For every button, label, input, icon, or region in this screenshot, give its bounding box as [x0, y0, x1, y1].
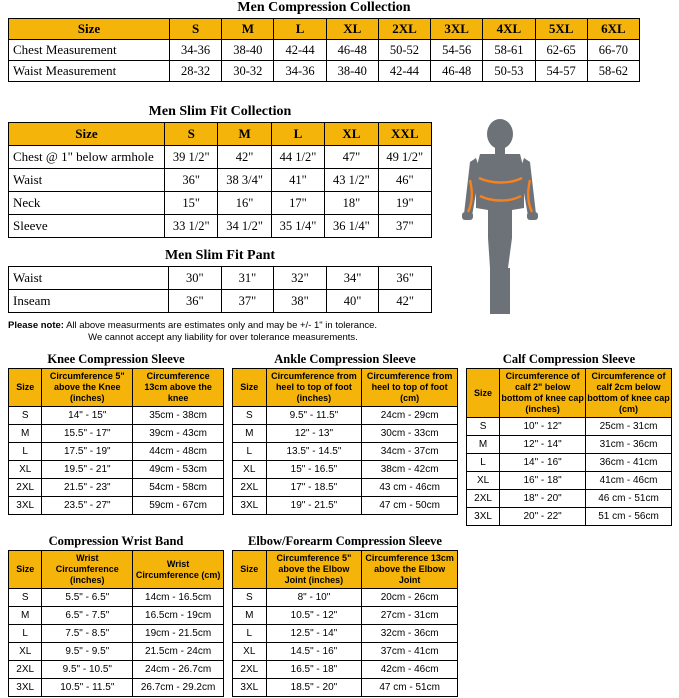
- table-row: [233, 479, 458, 497]
- cell: 35 1/4": [271, 215, 324, 238]
- note-line1: All above measurments are estimates only and may be +/- 1" in tolerance.: [63, 320, 378, 331]
- cell: 35cm - 38cm: [133, 407, 224, 425]
- col-header: Wrist Circumference (cm): [133, 551, 224, 589]
- cell: 2XL: [9, 661, 42, 679]
- table-header-row: [467, 369, 672, 418]
- cell: 46-48: [431, 61, 483, 82]
- cell: 36": [379, 267, 432, 290]
- wrist-band-title: Compression Wrist Band: [48, 534, 184, 548]
- col-header: M: [222, 19, 274, 40]
- cell: 46 cm - 51cm: [586, 490, 672, 508]
- table-row: [9, 40, 640, 61]
- cell: 6.5" - 7.5": [42, 607, 133, 625]
- table-row: [9, 61, 640, 82]
- cell: 37cm - 41cm: [362, 643, 458, 661]
- row-label: Waist Measurement: [9, 61, 170, 82]
- col-header: L: [274, 19, 326, 40]
- cell: 2XL: [233, 661, 267, 679]
- cell: 51 cm - 56cm: [586, 508, 672, 526]
- cell: S: [233, 407, 267, 425]
- men-slim-pant-table: [8, 266, 432, 313]
- cell: 44cm - 48cm: [133, 443, 224, 461]
- cell: 47 cm - 51cm: [362, 679, 458, 697]
- cell: 25cm - 31cm: [586, 418, 672, 436]
- cell: 2XL: [9, 479, 42, 497]
- table-row: [9, 425, 224, 443]
- cell: 3XL: [233, 497, 267, 515]
- col-header: 2XL: [378, 19, 430, 40]
- cell: 12" - 13": [266, 425, 362, 443]
- row-label: Neck: [9, 192, 165, 215]
- col-header: L: [271, 123, 324, 146]
- cell: 59cm - 67cm: [133, 497, 224, 515]
- table-row: [9, 443, 224, 461]
- cell: 19": [378, 192, 431, 215]
- table-row: [9, 625, 224, 643]
- table-row: [233, 443, 458, 461]
- table-row: [233, 497, 458, 515]
- row-label: Sleeve: [9, 215, 165, 238]
- cell: M: [233, 425, 267, 443]
- cell: 58-61: [483, 40, 535, 61]
- cell: 36": [169, 290, 222, 313]
- table-header-row: [233, 369, 458, 407]
- cell: 46-48: [326, 40, 378, 61]
- cell: 24cm - 26.7cm: [133, 661, 224, 679]
- cell: M: [9, 425, 42, 443]
- col-header: 4XL: [483, 19, 535, 40]
- col-header: Circumference 5" above the Elbow Joint (inches): [266, 551, 362, 589]
- cell: 34cm - 37cm: [362, 443, 458, 461]
- men-slim-fit-title: Men Slim Fit Collection: [148, 104, 292, 119]
- cell: 21.5" - 23": [42, 479, 133, 497]
- cell: 2XL: [233, 479, 267, 497]
- cell: 37": [221, 290, 274, 313]
- col-header: Circumference 13cm above the Elbow Joint: [362, 551, 458, 589]
- cell: 16": [218, 192, 271, 215]
- cell: 17.5" - 19": [42, 443, 133, 461]
- cell: 17" - 18.5": [266, 479, 362, 497]
- table-row: [233, 607, 458, 625]
- col-header: XL: [325, 123, 378, 146]
- cell: 43 1/2": [325, 169, 378, 192]
- cell: 8" - 10": [266, 589, 362, 607]
- cell: 31cm - 36cm: [586, 436, 672, 454]
- col-header: Size: [9, 369, 42, 407]
- cell: L: [467, 454, 500, 472]
- cell: 42-44: [274, 40, 326, 61]
- cell: XL: [233, 461, 267, 479]
- cell: 33 1/2": [165, 215, 218, 238]
- cell: 54-57: [535, 61, 587, 82]
- table-row: [467, 436, 672, 454]
- cell: 37": [378, 215, 431, 238]
- cell: 28-32: [170, 61, 222, 82]
- cell: 3XL: [467, 508, 500, 526]
- cell: 41cm - 46cm: [586, 472, 672, 490]
- col-header: Size: [233, 551, 267, 589]
- col-header: Circumference of calf 2" below bottom of knee cap (inches): [500, 369, 586, 418]
- cell: 7.5" - 8.5": [42, 625, 133, 643]
- cell: 30-32: [222, 61, 274, 82]
- cell: 13.5" - 14.5": [266, 443, 362, 461]
- cell: L: [9, 625, 42, 643]
- cell: 50-53: [483, 61, 535, 82]
- cell: 47 cm - 50cm: [362, 497, 458, 515]
- cell: 19cm - 21.5cm: [133, 625, 224, 643]
- table-row: [9, 192, 432, 215]
- table-row: [233, 461, 458, 479]
- mannequin-illustration: [440, 118, 560, 318]
- cell: L: [233, 625, 267, 643]
- col-header: Size: [467, 369, 500, 418]
- cell: 17": [271, 192, 324, 215]
- cell: 42": [218, 146, 271, 169]
- cell: 62-65: [535, 40, 587, 61]
- cell: 30cm - 33cm: [362, 425, 458, 443]
- cell: 21.5cm - 24cm: [133, 643, 224, 661]
- cell: 36 1/4": [325, 215, 378, 238]
- col-header: Circumference from heel to top of foot (cm): [362, 369, 458, 407]
- col-header: Size: [9, 19, 170, 40]
- cell: 66-70: [587, 40, 639, 61]
- cell: 42-44: [378, 61, 430, 82]
- cell: 50-52: [378, 40, 430, 61]
- cell: 46": [378, 169, 431, 192]
- col-header: M: [218, 123, 271, 146]
- cell: 20" - 22": [500, 508, 586, 526]
- cell: 5.5" - 6.5": [42, 589, 133, 607]
- cell: 42cm - 46cm: [362, 661, 458, 679]
- col-header: S: [170, 19, 222, 40]
- cell: 41": [271, 169, 324, 192]
- cell: 38": [274, 290, 327, 313]
- col-header: XXL: [378, 123, 431, 146]
- cell: 15.5" - 17": [42, 425, 133, 443]
- cell: 2XL: [467, 490, 500, 508]
- col-header: Size: [9, 551, 42, 589]
- cell: 58-62: [587, 61, 639, 82]
- cell: 47": [325, 146, 378, 169]
- cell: 3XL: [9, 679, 42, 697]
- ankle-sleeve-title: Ankle Compression Sleeve: [274, 352, 416, 366]
- cell: 9.5" - 9.5": [42, 643, 133, 661]
- cell: 38 3/4": [218, 169, 271, 192]
- table-row: [9, 679, 224, 697]
- cell: 14" - 15": [42, 407, 133, 425]
- cell: 27cm - 31cm: [362, 607, 458, 625]
- cell: 9.5" - 11.5": [266, 407, 362, 425]
- men-slim-fit-table: [8, 122, 432, 238]
- note-bold: Please note:: [8, 320, 64, 331]
- cell: 36cm - 41cm: [586, 454, 672, 472]
- cell: 49 1/2": [378, 146, 431, 169]
- cell: 40": [326, 290, 379, 313]
- col-header: 6XL: [587, 19, 639, 40]
- cell: 38-40: [222, 40, 274, 61]
- cell: 38cm - 42cm: [362, 461, 458, 479]
- cell: 16.5cm - 19cm: [133, 607, 224, 625]
- col-header: Circumference from heel to top of foot (inches): [266, 369, 362, 407]
- knee-sleeve-title: Knee Compression Sleeve: [47, 352, 185, 366]
- table-row: [233, 679, 458, 697]
- men-compression-table: [8, 18, 640, 82]
- cell: 36": [165, 169, 218, 192]
- table-header-row: [9, 123, 432, 146]
- table-row: [9, 146, 432, 169]
- elbow-sleeve-title: Elbow/Forearm Compression Sleeve: [248, 534, 442, 548]
- col-header: Circumference of calf 2cm below bottom of knee cap (cm): [586, 369, 672, 418]
- table-row: [9, 661, 224, 679]
- row-label: Waist: [9, 169, 165, 192]
- cell: XL: [467, 472, 500, 490]
- cell: 43 cm - 46cm: [362, 479, 458, 497]
- col-header: Circumference 13cm above the knee: [133, 369, 224, 407]
- table-row: [233, 589, 458, 607]
- table-row: [233, 625, 458, 643]
- cell: 31": [221, 267, 274, 290]
- cell: M: [467, 436, 500, 454]
- table-row: [467, 418, 672, 436]
- cell: 18": [325, 192, 378, 215]
- col-header: Size: [9, 123, 165, 146]
- wrist-band-table: [8, 550, 224, 697]
- col-header: XL: [326, 19, 378, 40]
- cell: M: [9, 607, 42, 625]
- cell: XL: [9, 643, 42, 661]
- men-compression-title: Men Compression Collection: [237, 0, 411, 15]
- cell: L: [9, 443, 42, 461]
- table-row: [467, 472, 672, 490]
- cell: 18.5" - 20": [266, 679, 362, 697]
- cell: 14.5" - 16": [266, 643, 362, 661]
- table-row: [9, 267, 432, 290]
- table-row: [233, 661, 458, 679]
- table-row: [233, 643, 458, 661]
- col-header: Circumference 5" above the Knee (inches): [42, 369, 133, 407]
- cell: 3XL: [9, 497, 42, 515]
- cell: 20cm - 26cm: [362, 589, 458, 607]
- table-row: [9, 479, 224, 497]
- table-header-row: [9, 551, 224, 589]
- cell: 32": [274, 267, 327, 290]
- col-header: 5XL: [535, 19, 587, 40]
- table-row: [467, 454, 672, 472]
- cell: 30": [169, 267, 222, 290]
- table-row: [9, 589, 224, 607]
- ankle-sleeve-table: [232, 368, 458, 515]
- cell: 54cm - 58cm: [133, 479, 224, 497]
- cell: 42": [379, 290, 432, 313]
- cell: S: [233, 589, 267, 607]
- table-header-row: [233, 551, 458, 589]
- table-header-row: [9, 19, 640, 40]
- cell: 54-56: [431, 40, 483, 61]
- cell: 12" - 14": [500, 436, 586, 454]
- calf-sleeve-table: [466, 368, 672, 526]
- table-row: [9, 290, 432, 313]
- table-row: [467, 508, 672, 526]
- col-header: S: [165, 123, 218, 146]
- table-row: [233, 407, 458, 425]
- cell: 15": [165, 192, 218, 215]
- cell: 12.5" - 14": [266, 625, 362, 643]
- col-header: Size: [233, 369, 267, 407]
- col-header: 3XL: [431, 19, 483, 40]
- cell: 39 1/2": [165, 146, 218, 169]
- cell: 14cm - 16.5cm: [133, 589, 224, 607]
- cell: M: [233, 607, 267, 625]
- cell: S: [467, 418, 500, 436]
- cell: 34": [326, 267, 379, 290]
- table-row: [233, 425, 458, 443]
- table-row: [9, 407, 224, 425]
- cell: 49cm - 53cm: [133, 461, 224, 479]
- row-label: Chest Measurement: [9, 40, 170, 61]
- men-slim-pant-title: Men Slim Fit Pant: [164, 248, 276, 263]
- row-label: Inseam: [9, 290, 169, 313]
- table-row: [9, 497, 224, 515]
- cell: 14" - 16": [500, 454, 586, 472]
- table-row: [9, 215, 432, 238]
- knee-sleeve-table: [8, 368, 224, 515]
- cell: 15" - 16.5": [266, 461, 362, 479]
- disclaimer-note: [8, 320, 438, 344]
- cell: 38-40: [326, 61, 378, 82]
- cell: XL: [9, 461, 42, 479]
- cell: 16" - 18": [500, 472, 586, 490]
- cell: 18" - 20": [500, 490, 586, 508]
- table-row: [9, 607, 224, 625]
- table-row: [9, 643, 224, 661]
- cell: 24cm - 29cm: [362, 407, 458, 425]
- table-row: [9, 169, 432, 192]
- cell: 3XL: [233, 679, 267, 697]
- calf-sleeve-title: Calf Compression Sleeve: [502, 352, 636, 366]
- note-line2: We cannot accept any liability for over tolerance measurements.: [88, 332, 358, 343]
- table-header-row: [9, 369, 224, 407]
- cell: L: [233, 443, 267, 461]
- cell: 10.5" - 12": [266, 607, 362, 625]
- cell: 9.5" - 10.5": [42, 661, 133, 679]
- cell: 44 1/2": [271, 146, 324, 169]
- table-row: [467, 490, 672, 508]
- cell: 34-36: [274, 61, 326, 82]
- cell: 23.5" - 27": [42, 497, 133, 515]
- cell: 34 1/2": [218, 215, 271, 238]
- row-label: Chest @ 1" below armhole: [9, 146, 165, 169]
- cell: 19.5" - 21": [42, 461, 133, 479]
- cell: 26.7cm - 29.2cm: [133, 679, 224, 697]
- elbow-sleeve-table: [232, 550, 458, 697]
- cell: S: [9, 407, 42, 425]
- cell: 10.5" - 11.5": [42, 679, 133, 697]
- row-label: Waist: [9, 267, 169, 290]
- cell: 32cm - 36cm: [362, 625, 458, 643]
- cell: 10" - 12": [500, 418, 586, 436]
- col-header: Wrist Circumference (inches): [42, 551, 133, 589]
- cell: S: [9, 589, 42, 607]
- cell: 16.5" - 18": [266, 661, 362, 679]
- cell: 34-36: [170, 40, 222, 61]
- cell: XL: [233, 643, 267, 661]
- cell: 19" - 21.5": [266, 497, 362, 515]
- table-row: [9, 461, 224, 479]
- cell: 39cm - 43cm: [133, 425, 224, 443]
